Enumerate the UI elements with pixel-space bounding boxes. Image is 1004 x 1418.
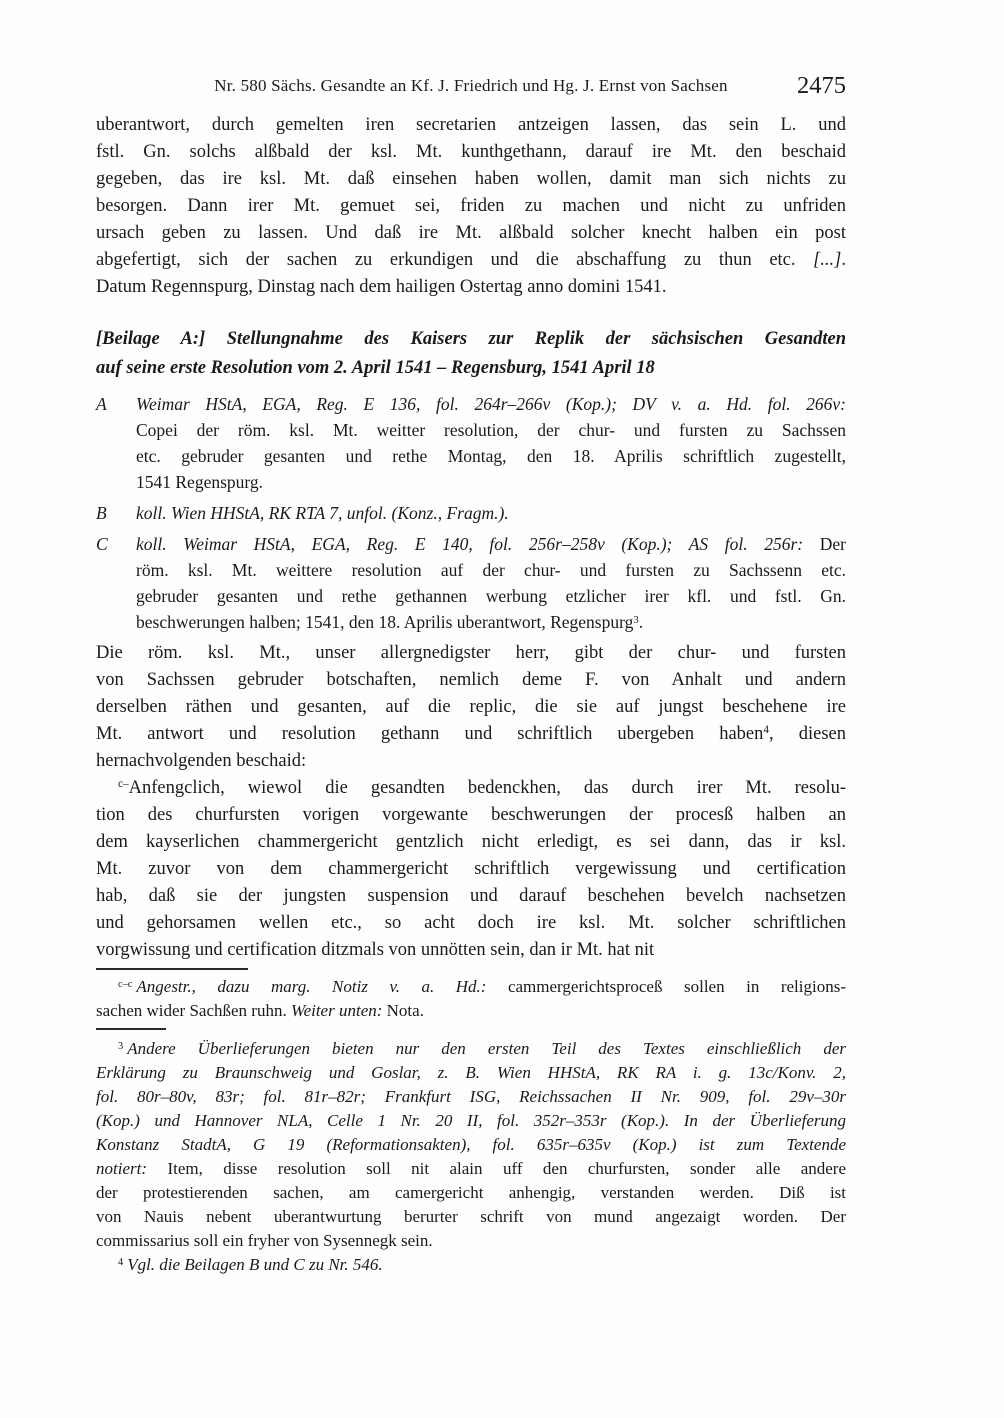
running-title: Nr. 580 Sächs. Gesandte an Kf. J. Friedrich und Hg. J. Ernst von Sachsen [214, 76, 728, 95]
text-line [96, 1181, 846, 1205]
text-segment: Datum Regennspurg, Dinstag nach dem hailigen Ostertag anno domini 1541. [96, 277, 667, 297]
text-line [96, 220, 846, 247]
text-line [96, 694, 846, 721]
text-line [136, 557, 846, 583]
text-line [96, 802, 846, 829]
text-segment: Angestr., dazu marg. Notiz v. a. Hd.: [136, 977, 508, 996]
text-line [96, 640, 846, 667]
footnote-marker: c– [118, 778, 129, 791]
paragraph-resolution-intro [96, 640, 846, 775]
text-segment: derselben räthen und gesanten, auf die replic, die sie auf jungst beschehene ire [96, 697, 846, 717]
text-line [96, 112, 846, 139]
text-line [96, 975, 846, 999]
text-segment: Item, disse resolution soll nit alain uff den churfursten, sonder alle andere [167, 1159, 846, 1178]
text-segment: röm. ksl. Mt. weittere resolution auf der chur- und fursten zu Sachssenn etc. [136, 560, 846, 580]
footnote-marker: c–c [118, 978, 133, 990]
text-segment: uberantwort, durch gemelten iren secretarien antzeigen lassen, das sein L. und [96, 115, 846, 135]
text-segment: [...] [813, 250, 842, 270]
footnote-marker: 4 [763, 724, 770, 737]
text-segment: besorgen. Dann irer Mt. gemuet sei, friden zu machen und nicht zu unfriden [96, 196, 846, 216]
text-segment: . [638, 612, 644, 632]
text-segment: notiert: [96, 1159, 168, 1178]
text-line [96, 1205, 846, 1229]
text-segment: [Beilage A:] Stellungnahme des Kaisers zur Replik der sächsischen Gesandten [96, 329, 846, 349]
text-line [96, 193, 846, 220]
text-line [96, 748, 846, 775]
text-line [96, 1157, 846, 1181]
text-segment: (Kop.) und Hannover NLA, Celle 1 Nr. 20 II, fol. 352r–353r (Kop.). In der Überlieferung [96, 1111, 846, 1130]
text-segment: auf seine erste Resolution vom 2. April 1541 – Regensburg, 1541 April 18 [96, 358, 655, 378]
source-body-c [136, 531, 846, 635]
text-line [96, 856, 846, 883]
text-segment: Mt. antwort und resolution gethann und schriftlich ubergeben haben [96, 724, 764, 744]
text-line [96, 721, 846, 748]
text-segment: Andere Überlieferungen bieten nur den ersten Teil des Textes einschließlich der [127, 1039, 846, 1058]
text-line [136, 469, 846, 495]
text-segment: sachen wider Sachßen ruhn. [96, 1001, 291, 1020]
text-line [96, 829, 846, 856]
text-line [96, 1133, 846, 1157]
text-segment: commissarius soll ein fryher von Sysennegk sein. [96, 1231, 433, 1250]
text-segment: Copei der röm. ksl. Mt. weitter resolution, der chur- und fursten zu Sachssen [136, 420, 846, 440]
text-line [96, 354, 846, 383]
text-line [96, 1109, 846, 1133]
text-segment: beschwerungen halben; 1541, den 18. Aprilis uberantwort, Regenspurg [136, 612, 634, 632]
text-line [136, 443, 846, 469]
page-header [96, 68, 846, 99]
text-segment: Anfengclich, wiewol die gesandten bedenckhen, das durch irer Mt. resolu- [128, 778, 846, 798]
text-line [136, 500, 846, 526]
text-column [96, 0, 846, 1277]
beilage-a-heading [96, 325, 846, 383]
text-line [96, 274, 846, 301]
text-line [136, 583, 846, 609]
source-item-b [96, 500, 846, 526]
text-segment: und gehorsamen wellen etc., so acht doch ire ksl. Mt. solcher schriftlichen [96, 913, 846, 933]
text-segment: vorgwissung und certification ditzmals von unnötten sein, dan ir Mt. hat nit [96, 940, 655, 960]
text-line [96, 937, 846, 964]
source-label-a: A [96, 394, 107, 414]
text-segment: Weiter unten: [290, 1001, 387, 1020]
text-segment: koll. Weimar HStA, EGA, Reg. E 140, fol. 256r–258v (Kop.); AS fol. 256r: [136, 534, 804, 554]
text-segment: fstl. Gn. solchs alßbald der ksl. Mt. kunthgethann, darauf ire Mt. den beschaid [96, 142, 846, 162]
paragraph-anfengclich [96, 775, 846, 964]
text-line [96, 775, 846, 802]
footnote-marker: 3 [633, 613, 639, 626]
text-segment: gebruder gesanten und rethe gethannen werbung etzlicher irer kfl. und fstl. Gn. [136, 586, 846, 606]
text-segment: Weimar HStA, EGA, Reg. E 136, fol. 264r–266v (Kop.); DV v. a. Hd. fol. 266v: [136, 394, 846, 414]
text-segment: hab, daß sie der jungsten suspension und darauf beschehen bevelch nachsetzen [96, 886, 846, 906]
footnote-apparatus-cc [96, 975, 846, 1023]
text-line [96, 667, 846, 694]
text-line [136, 531, 846, 557]
text-segment: etc. gebruder gesanten und rethe Montag, den 18. Aprilis schriftlich zugestellt, [136, 446, 846, 466]
source-item-c [96, 531, 846, 635]
text-line [136, 417, 846, 443]
text-line [136, 391, 846, 417]
text-line [96, 139, 846, 166]
text-line [96, 883, 846, 910]
text-segment: hernachvolgenden beschaid: [96, 751, 307, 771]
footnote-separator-rule [96, 1028, 166, 1030]
text-segment: 1541 Regenspurg. [136, 472, 264, 492]
footnote-marker: 4 [118, 1256, 124, 1268]
text-line [96, 999, 846, 1023]
footnote-marker: 3 [118, 1040, 124, 1052]
text-segment: der protestierenden sachen, am camergericht anhengig, verstanden werden. Diß ist [96, 1183, 846, 1202]
text-segment: Der [803, 534, 847, 554]
source-item-a [96, 391, 846, 495]
source-label-c: C [96, 534, 108, 554]
source-label-b: B [96, 503, 107, 523]
source-body-b [136, 500, 846, 526]
text-segment: Konstanz StadtA, G 19 (Reformationsakten), fol. 635r–635v (Kop.) ist zum Textende [96, 1135, 846, 1154]
footnote-3 [96, 1037, 846, 1253]
text-line [96, 1253, 846, 1277]
source-body-a [136, 391, 846, 495]
text-segment: , diesen [769, 724, 846, 744]
text-segment: fol. 80r–80v, 83r; fol. 81r–82r; Frankfurt ISG, Reichssachen II Nr. 909, fol. 29v–30r [96, 1087, 846, 1106]
text-segment: . [841, 250, 846, 270]
text-segment: cammergerichtsproceß sollen in religions- [507, 977, 846, 996]
text-segment: Erklärung zu Braunschweig und Goslar, z. B. Wien HHStA, RK RA i. g. 13c/Konv. 2, [96, 1063, 846, 1082]
text-line [96, 325, 846, 354]
text-segment: koll. Wien HHStA, RK RTA 7, unfol. (Konz., Fragm.). [136, 503, 509, 523]
text-line [96, 910, 846, 937]
text-line [136, 609, 846, 635]
text-segment: Mt. zuvor von dem chammergericht schriftlich vergewissung und certification [96, 859, 846, 879]
footnote-4 [96, 1253, 846, 1277]
text-segment: tion des churfursten vorigen vorgewante beschwerungen der procesß halben an [96, 805, 846, 825]
text-segment: gegeben, das ire ksl. Mt. daß einsehen haben wollen, damit man sich nichts zu [96, 169, 846, 189]
text-segment: Die röm. ksl. Mt., unser allergnedigster herr, gibt der chur- und fursten [96, 643, 846, 663]
text-line [96, 1229, 846, 1253]
paragraph-uberantwort [96, 112, 846, 301]
text-segment: abgefertigt, sich der sachen zu erkundigen und die abschaffung zu thun etc. [96, 250, 814, 270]
source-list [96, 391, 846, 635]
text-segment: dem kayserlichen chammergericht gentzlich nicht erledigt, es sei dann, das ir ksl. [96, 832, 846, 852]
page-number: 2475 [797, 72, 846, 99]
text-segment: von Sachssen gebruder botschaften, nemlich deme F. von Anhalt und andern [96, 670, 846, 690]
text-segment: Vgl. die Beilagen B und C zu Nr. 546. [127, 1255, 383, 1274]
text-segment: ursach geben zu lassen. Und daß ire Mt. alßbald solcher knecht halben ein post [96, 223, 846, 243]
text-line [96, 166, 846, 193]
text-segment: Nota. [386, 1001, 424, 1020]
apparatus-separator-rule [96, 968, 248, 970]
text-segment: von Nauis nebent uberantwurtung berurter schrift von mund angezaigt worden. Der [96, 1207, 846, 1226]
text-line [96, 1037, 846, 1061]
text-line [96, 1061, 846, 1085]
text-line [96, 247, 846, 274]
text-line [96, 1085, 846, 1109]
